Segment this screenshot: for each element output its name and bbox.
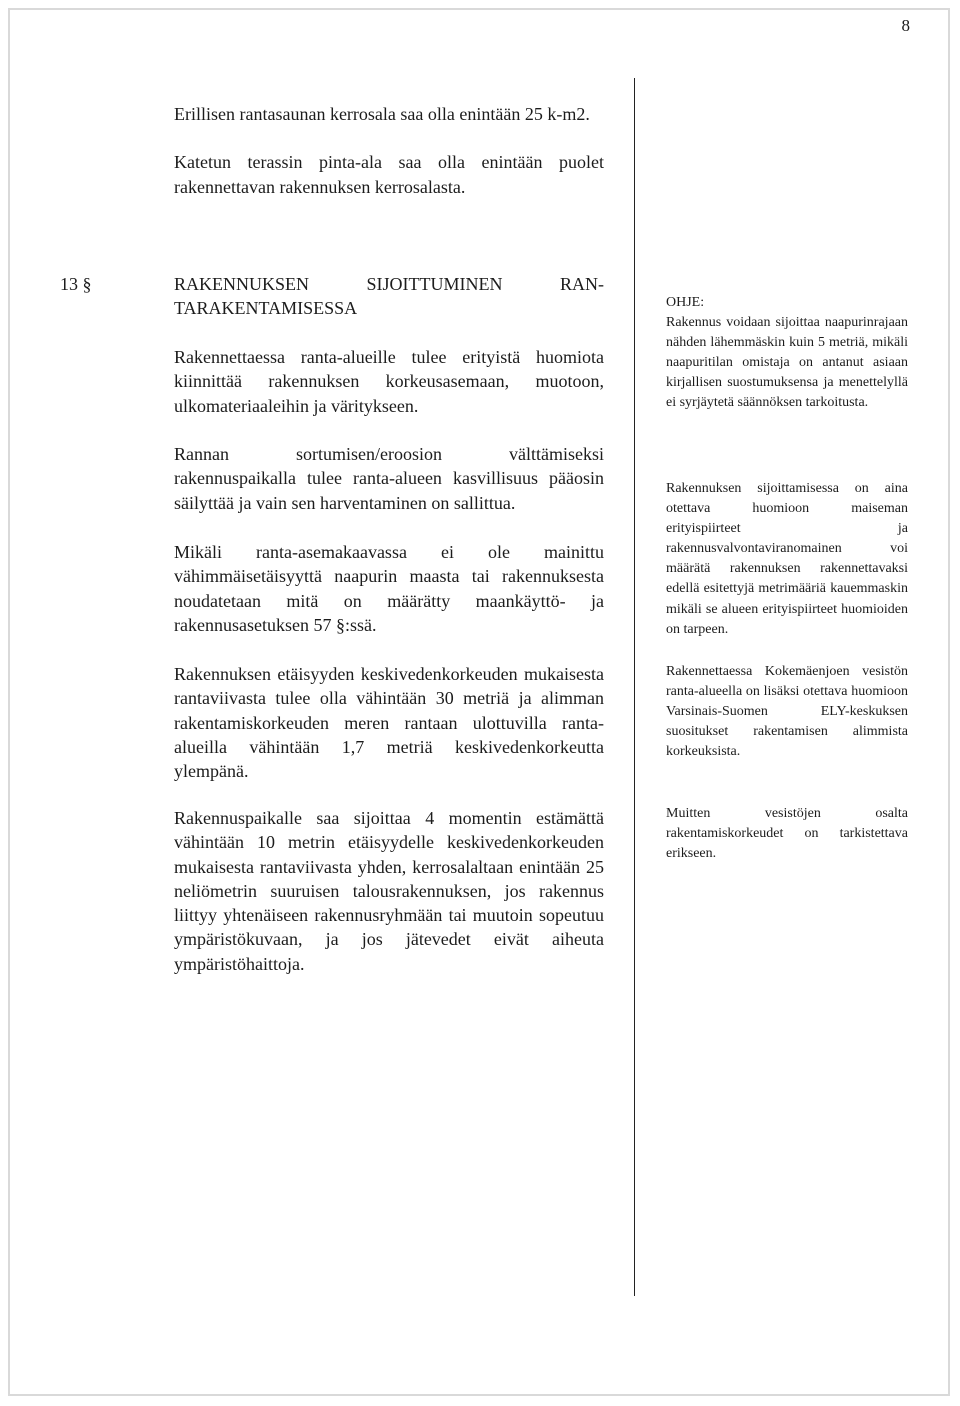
intro-paragraph-1: Erillisen rantasaunan kerrosala saa olla enintään 25 k-m2. <box>174 104 590 124</box>
section-title <box>174 272 604 321</box>
guidance-paragraph-1: Rakennus voidaan sijoittaa naapurinrajaan nähden lähemmäskin kuin 5 metriä, mikäli naapuritilan omistaja on antanut asiaan kirjallisen suostumuksensa ja menettelyllä ei syrjäytetä säännöksen tarkoitusta. <box>666 315 908 411</box>
intro-block <box>174 102 604 199</box>
section-paragraph-5: Rakennuspaikalle saa sijoittaa 4 momentin estämättä vähintään 10 metrin etäisyydelle keskivedenkorkeuden mukaisesta rantaviivasta yhden, kerrosalaltaan enintään 25 neliömetrin suuruisen talousrakennuksen, jos rakennus liittyy yhtenäiseen rakennusryhmään tai muutoin sopeutuu ympäristökuvaan, ja jos jätevedet eivät aiheuta ympäristöhaittoja. <box>174 808 604 974</box>
guidance-heading: OHJE: <box>666 295 705 310</box>
section-paragraph-4: Rakennuksen etäisyyden keskivedenkorkeuden mukaisesta rantaviivasta tulee olla vähintään 30 metriä ja alimman rakentamiskorkeuden meren rantaan ulottuvilla ranta-alueilla vähintään 1,7 metriä keskivedenkorkeutta ylempänä. <box>174 664 604 782</box>
column-divider <box>634 78 635 1296</box>
section-title-line-1: RAKENNUKSEN SIJOITTUMINEN RAN- <box>174 274 604 294</box>
section-paragraph-3: Mikäli ranta-asemakaavassa ei ole mainittu vähimmäisetäisyyttä naapurin maasta tai rakennuksesta noudatetaan mitä on määrätty maankäyttö- ja rakennusasetuksen 57 §:ssä. <box>174 542 604 635</box>
guidance-paragraph-2: Rakennuksen sijoittamisessa on aina otettava huomioon maiseman erityispiirteet ja rakennusvalvontaviranomainen voi määrätä rakennuksen rakennettavaksi edellä esitettyjä metrimääriä kauemmaskin mikäli se alueen erityispiirteet huomioiden on tarpeen. <box>666 481 908 637</box>
page-number: 8 <box>901 16 910 35</box>
guidance-paragraph-4: Muitten vesistöjen osalta rakentamiskorkeudet on tarkistettava erikseen. <box>666 806 908 862</box>
section-number: 13 § <box>60 274 92 294</box>
section-paragraph-2: Rannan sortumisen/eroosion välttämiseksi rakennuspaikalla tulee ranta-alueen kasvillisuus pääosin säilyttää ja vain sen harventaminen on sallittua. <box>174 444 604 513</box>
guidance-paragraph-3: Rakennettaessa Kokemäenjoen vesistön ranta-alueella on lisäksi otettava huomioon Varsinais-Suomen ELY-keskuksen suositukset rakentamisen alimmista korkeuksista. <box>666 664 908 760</box>
intro-paragraph-2: Katetun terassin pinta-ala saa olla enintään puolet rakennettavan rakennuksen kerrosalasta. <box>174 152 604 197</box>
section-title-line-2: TARAKENTAMISESSA <box>174 298 358 319</box>
section-paragraph-1: Rakennettaessa ranta-alueille tulee erityistä huomiota kiinnittää rakennuksen korkeusasemaan, muotoon, ulkomateriaaleihin ja väritykseen. <box>174 347 604 416</box>
